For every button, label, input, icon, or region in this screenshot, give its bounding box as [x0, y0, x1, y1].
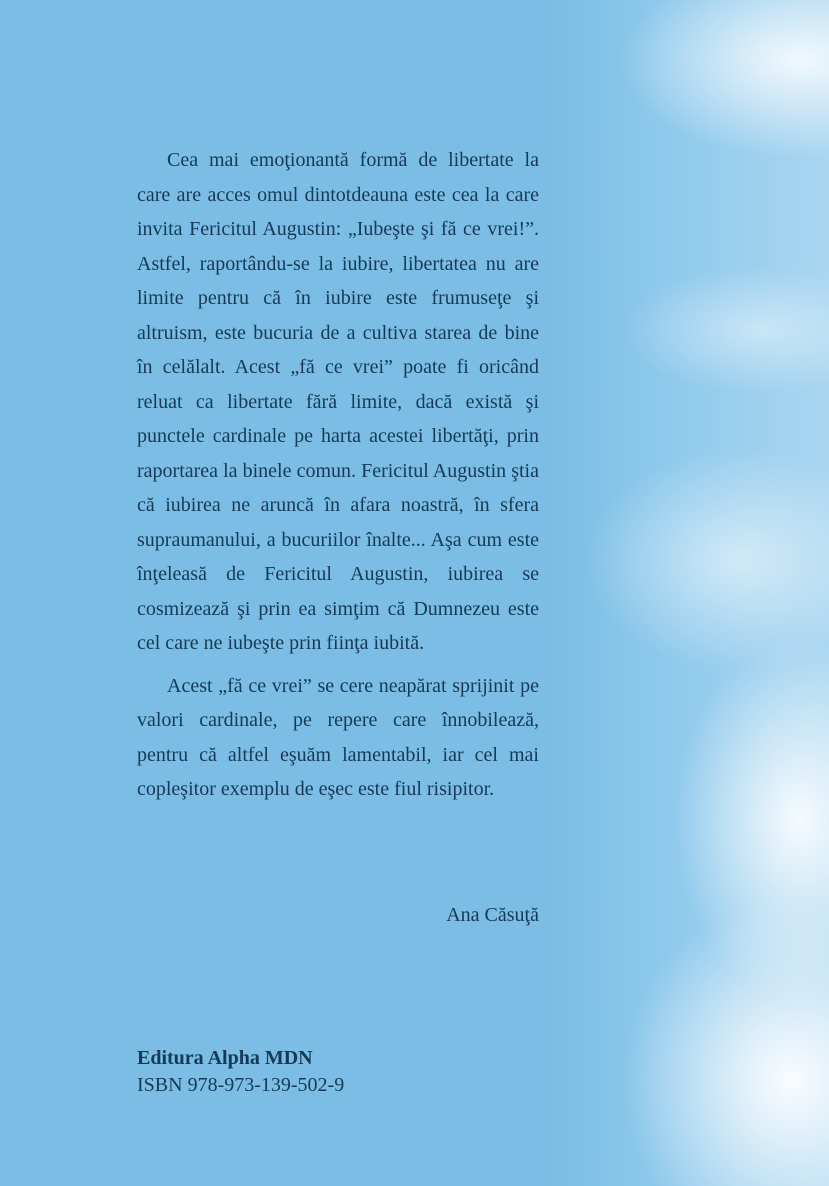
paragraph-1: Cea mai emoţionantă formă de libertate la care are acces omul dintotdeauna este cea la care invita Fericitul Augustin: „Iubeşte şi fă ce vrei!”. Astfel, raportându-se la iubire, libertatea nu are limite pentru că în iubire este frumuseţe şi altruism, este bucuria de a cultiva starea de bine în celălalt. Acest „fă ce vrei” poate fi oricând reluat ca libertate fără limite, dacă există şi punctele cardinale pe harta acestei libertăţi, prin raportarea la binele comun. Fericitul Augustin ştia că iubirea ne aruncă în afara noastră, în sfera supraumanului, a bucuriilor înalte... Aşa cum este înţeleasă de Fericitul Augustin, iubirea se cosmizează şi prin ea simţim că Dumnezeu este cel care ne iubeşte prin fiinţa iubită. [137, 149, 539, 654]
publisher-name: Editura Alpha MDN [137, 1047, 313, 1069]
author-signature: Ana Căsuţă [446, 904, 539, 926]
cover-text [137, 143, 539, 807]
paragraph-2: Acest „fă ce vrei” se cere neapărat sprijinit pe valori cardinale, pe repere care înnobilează, pentru că altfel eşuăm lamentabil, iar cel mai copleşitor exemplu de eşec este fiul risipitor. [137, 674, 539, 800]
publisher-block [137, 1045, 344, 1099]
isbn: ISBN 978-973-139-502-9 [137, 1074, 345, 1096]
